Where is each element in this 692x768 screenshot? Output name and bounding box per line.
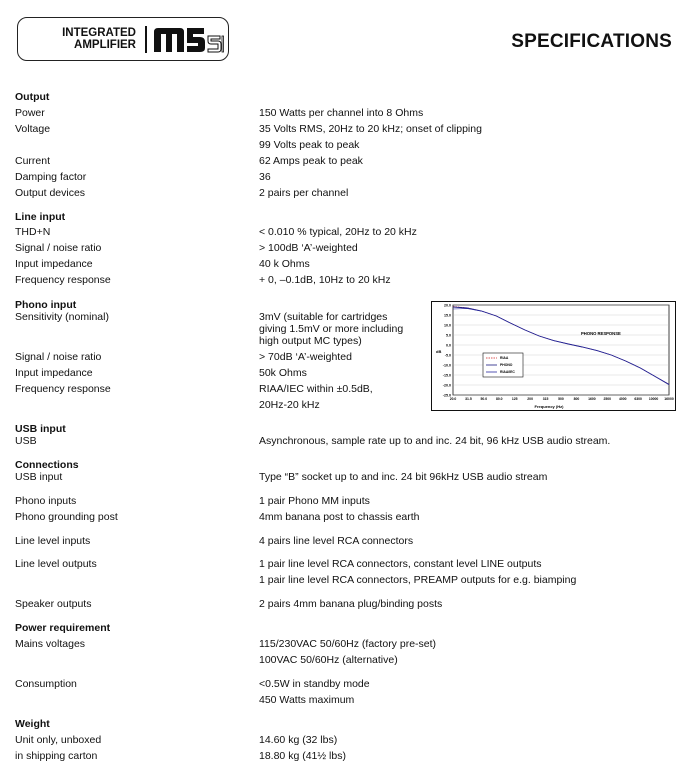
spec-label: Line level outputs bbox=[15, 558, 97, 570]
spec-value: 35 Volts RMS, 20Hz to 20 kHz; onset of clipping bbox=[259, 123, 482, 135]
spec-value: + 0, –0.1dB, 10Hz to 20 kHz bbox=[259, 274, 391, 286]
section-heading-weight: Weight bbox=[15, 718, 50, 730]
spec-value: < 0.010 % typical, 20Hz to 20 kHz bbox=[259, 226, 417, 238]
x-tick-label: 200 bbox=[527, 397, 533, 401]
section-heading-phono-input: Phono input bbox=[15, 299, 77, 311]
x-tick-label: 315 bbox=[542, 397, 549, 401]
section-heading-connections: Connections bbox=[15, 459, 79, 471]
x-tick-label: 16000 bbox=[664, 397, 674, 401]
x-tick-label: 125 bbox=[511, 397, 518, 401]
spec-label: Input impedance bbox=[15, 367, 93, 379]
spec-value: 150 Watts per channel into 8 Ohms bbox=[259, 107, 424, 119]
spec-value: 3mV (suitable for cartridges bbox=[259, 311, 388, 323]
x-tick-label: 50.0 bbox=[480, 397, 488, 401]
spec-value: 4 pairs line level RCA connectors bbox=[259, 535, 414, 547]
logo-divider bbox=[145, 26, 147, 53]
x-tick-label: 10000 bbox=[648, 397, 659, 401]
spec-value: <0.5W in standby mode bbox=[259, 678, 370, 690]
m5si-logo-mark bbox=[152, 24, 224, 56]
y-tick-label: 5.0 bbox=[446, 333, 451, 338]
logo-text bbox=[32, 27, 136, 51]
x-tick-label: 31.5 bbox=[465, 397, 472, 401]
spec-value: high output MC types) bbox=[259, 335, 362, 347]
spec-value: 40 k Ohms bbox=[259, 258, 310, 270]
x-tick-label: 80.0 bbox=[495, 397, 503, 401]
spec-value: Asynchronous, sample rate up to and inc. 24 bit, 96 kHz USB audio stream. bbox=[259, 435, 611, 447]
legend-entry: RIAA/IEC bbox=[500, 370, 515, 375]
spec-value: 62 Amps peak to peak bbox=[259, 155, 363, 167]
spec-value: > 100dB ‘A’-weighted bbox=[259, 242, 358, 254]
spec-value: 1 pair line level RCA connectors, PREAMP outputs for e.g. biamping bbox=[259, 574, 577, 586]
y-axis-label: dB bbox=[436, 349, 442, 354]
spec-label: Line level inputs bbox=[15, 535, 91, 547]
spec-label: THD+N bbox=[15, 226, 51, 238]
page-title: SPECIFICATIONS bbox=[511, 31, 672, 52]
y-tick-label: -10.0 bbox=[442, 363, 451, 368]
chart-legend bbox=[483, 353, 523, 377]
spec-value: 2 pairs 4mm banana plug/binding posts bbox=[259, 598, 443, 610]
y-tick-label: -25.0 bbox=[442, 393, 451, 398]
spec-value: RIAA/IEC within ±0.5dB, bbox=[259, 383, 373, 395]
spec-value: > 70dB ‘A’-weighted bbox=[259, 351, 352, 363]
section-heading-output: Output bbox=[15, 91, 50, 103]
spec-label: Current bbox=[15, 155, 51, 167]
y-tick-label: -5.0 bbox=[444, 353, 451, 358]
y-tick-label: -15.0 bbox=[442, 373, 451, 378]
section-heading-line-input: Line input bbox=[15, 211, 66, 223]
spec-label: USB input bbox=[15, 471, 63, 483]
spec-label: Power bbox=[15, 107, 45, 119]
spec-label: Consumption bbox=[15, 678, 77, 690]
spec-value: 14.60 kg (32 lbs) bbox=[259, 734, 338, 746]
spec-value: 36 bbox=[259, 171, 271, 183]
spec-value: 1 pair Phono MM inputs bbox=[259, 495, 370, 507]
spec-label: Frequency response bbox=[15, 383, 111, 395]
phono-response-chart bbox=[431, 301, 676, 411]
section-heading-usb-input: USB input bbox=[15, 423, 66, 435]
spec-label: Phono grounding post bbox=[15, 511, 118, 523]
spec-label: Mains voltages bbox=[15, 638, 86, 650]
spec-label: Signal / noise ratio bbox=[15, 242, 102, 254]
spec-label: Sensitivity (nominal) bbox=[15, 311, 109, 323]
logo-line2: AMPLIFIER bbox=[74, 39, 136, 51]
spec-label: Voltage bbox=[15, 123, 51, 135]
spec-value: 20Hz-20 kHz bbox=[259, 399, 320, 411]
x-tick-label: 2500 bbox=[603, 397, 612, 401]
spec-label: in shipping carton bbox=[15, 750, 98, 762]
spec-value: giving 1.5mV or more including bbox=[259, 323, 404, 335]
spec-value: Type “B” socket up to and inc. 24 bit 96kHz USB audio stream bbox=[259, 471, 548, 483]
spec-label: Phono inputs bbox=[15, 495, 77, 507]
legend-entry: PHONO bbox=[500, 363, 513, 368]
y-tick-label: 0.0 bbox=[446, 343, 451, 348]
chart-title: PHONO RESPONSE bbox=[581, 331, 621, 336]
spec-value: 100VAC 50/60Hz (alternative) bbox=[259, 654, 398, 666]
x-tick-label: 6300 bbox=[634, 397, 642, 401]
spec-label: Input impedance bbox=[15, 258, 93, 270]
spec-label: USB bbox=[15, 435, 37, 447]
section-heading-power: Power requirement bbox=[15, 622, 111, 634]
x-tick-label: 20.0 bbox=[449, 397, 457, 401]
x-tick-label: 800 bbox=[573, 397, 580, 401]
spec-label: Speaker outputs bbox=[15, 598, 92, 610]
brand-logo bbox=[17, 17, 229, 61]
spec-value: 4mm banana post to chassis earth bbox=[259, 511, 420, 523]
x-axis-label: Frequency (Hz) bbox=[534, 404, 564, 409]
spec-label: Unit only, unboxed bbox=[15, 734, 102, 746]
spec-value: 2 pairs per channel bbox=[259, 187, 349, 199]
y-tick-label: 20.0 bbox=[444, 303, 451, 308]
y-tick-label: 10.0 bbox=[444, 323, 451, 328]
spec-value: 50k Ohms bbox=[259, 367, 307, 379]
x-tick-label: 4000 bbox=[618, 397, 627, 401]
spec-label: Output devices bbox=[15, 187, 86, 199]
y-tick-label: 15.0 bbox=[444, 313, 451, 318]
spec-value: 115/230VAC 50/60Hz (factory pre-set) bbox=[259, 638, 437, 650]
spec-value: 1 pair line level RCA connectors, constant level LINE outputs bbox=[259, 558, 542, 570]
y-tick-label: -20.0 bbox=[442, 383, 451, 388]
spec-label: Frequency response bbox=[15, 274, 111, 286]
x-tick-label: 1600 bbox=[588, 397, 596, 401]
spec-label: Damping factor bbox=[15, 171, 87, 183]
plot-area bbox=[453, 305, 669, 395]
spec-value: 450 Watts maximum bbox=[259, 694, 355, 706]
x-tick-label: 500 bbox=[558, 397, 564, 401]
spec-value: 18.80 kg (41½ lbs) bbox=[259, 750, 346, 762]
spec-label: Signal / noise ratio bbox=[15, 351, 102, 363]
spec-value: 99 Volts peak to peak bbox=[259, 139, 360, 151]
logo-line1: INTEGRATED bbox=[62, 27, 136, 39]
legend-entry: RIAA bbox=[500, 356, 509, 361]
